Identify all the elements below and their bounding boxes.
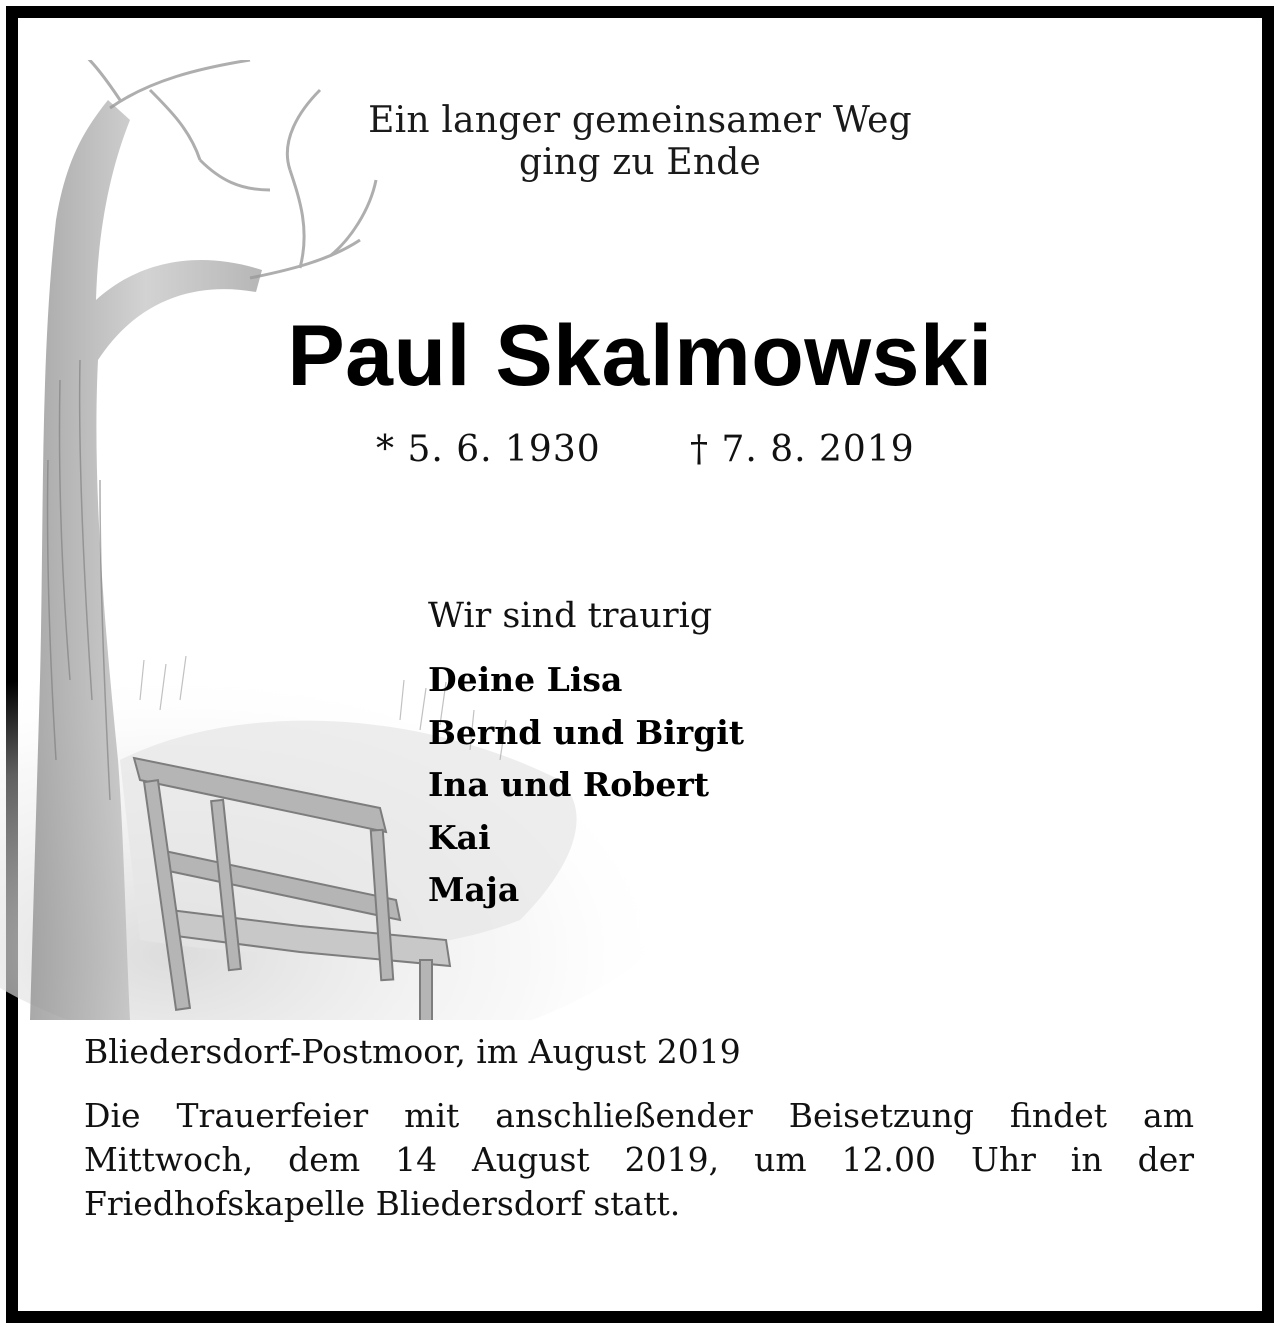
birth-date: * 5. 6. 1930 <box>376 429 601 470</box>
mourners-intro: Wir sind traurig <box>428 596 713 636</box>
motto-line-1: Ein langer gemeinsamer Weg <box>368 100 912 141</box>
deceased-name: Paul Skalmowski <box>287 308 993 404</box>
mourner-name: Deine Lisa <box>428 660 623 699</box>
death-date: † 7. 8. 2019 <box>690 429 915 470</box>
mourner-name: Ina und Robert <box>428 765 709 804</box>
place-and-date: Bliedersdorf-Postmoor, im August 2019 <box>84 1032 741 1071</box>
mourner-name: Bernd und Birgit <box>428 712 745 752</box>
mourner-name: Kai <box>428 817 491 857</box>
motto-line-2: ging zu Ende <box>518 142 762 183</box>
motto <box>0 100 1280 184</box>
mourner-name: Maja <box>428 870 520 909</box>
ceremony-note: Die Trauerfeier mit anschließender Beisetzung findet am Mittwoch, dem 14 August 2019, um 12.00 Uhr in der Friedhofskapelle Bliedersdorf statt. <box>84 1096 1194 1223</box>
mourners-list <box>428 654 744 917</box>
